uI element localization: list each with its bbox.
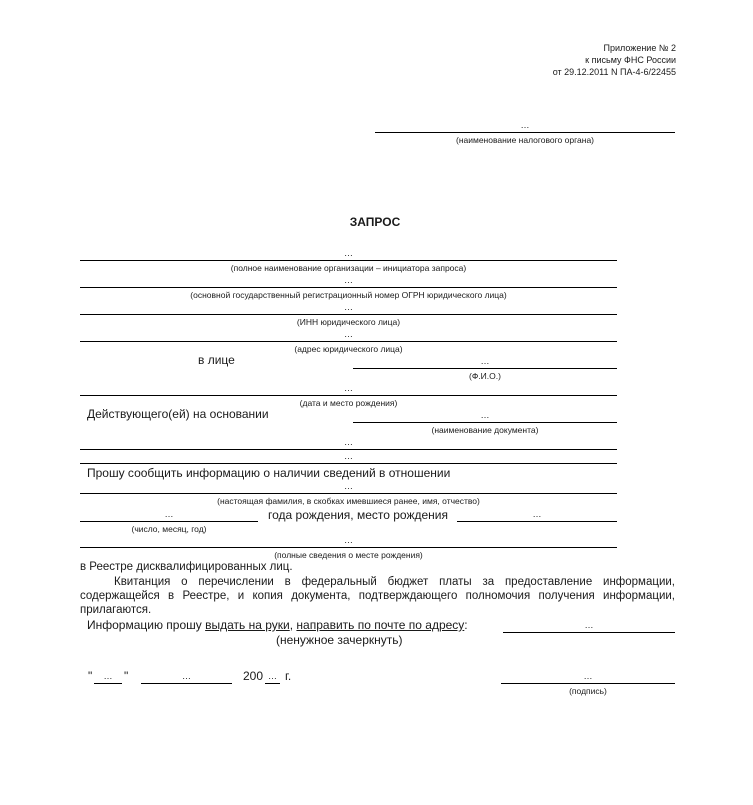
tax-authority-caption: (наименование налогового органа) <box>455 135 594 145</box>
registry-text: в Реестре дисквалифицированных лиц. <box>80 561 293 573</box>
date-quote-open: " <box>88 669 93 683</box>
org-name-line <box>80 260 617 261</box>
address-value[interactable]: … <box>344 329 353 339</box>
appendix-line3: от 29.12.2011 N ПА-4-6/22455 <box>552 67 676 77</box>
address-caption: (адрес юридического лица) <box>294 344 403 354</box>
date-year-line <box>265 683 280 684</box>
delivery-prefix: Информацию прошу <box>87 618 206 632</box>
signature-line <box>501 683 675 684</box>
birth-caption: (дата и место рождения) <box>299 398 398 408</box>
appendix-header <box>553 42 676 78</box>
birth-date-caption: (число, месяц, год) <box>131 524 207 534</box>
fio-line <box>353 368 617 369</box>
delivery-address-line <box>503 632 675 633</box>
birth-line <box>80 395 617 396</box>
appendix-line1: Приложение № 2 <box>603 43 676 53</box>
date-year-value[interactable]: … <box>268 671 277 681</box>
signature-caption: (подпись) <box>569 686 607 696</box>
date-day-line <box>94 683 122 684</box>
tax-authority-line <box>375 132 675 133</box>
delivery-text <box>87 618 468 632</box>
ogrn-caption: (основной государственный регистрационный номер ОГРН юридического лица) <box>190 290 507 300</box>
ogrn-value[interactable]: … <box>344 275 353 285</box>
extra-line <box>80 449 617 450</box>
birth-place-short-line <box>457 521 617 522</box>
basis-doc-caption: (наименование документа) <box>431 425 539 435</box>
birth-place-caption: (полные сведения о месте рождения) <box>274 550 423 560</box>
delivery-option-hand[interactable]: выдать на руки <box>205 618 290 632</box>
birth-year-label: года рождения, место рождения <box>268 508 448 522</box>
birth-date-value[interactable]: … <box>164 509 174 519</box>
date-year-suffix: г. <box>285 669 292 683</box>
delivery-option-mail[interactable]: направить по почте по адресу <box>296 618 465 632</box>
delivery-caption: (ненужное зачеркнуть) <box>276 633 403 647</box>
fio-caption: (Ф.И.О.) <box>469 371 501 381</box>
extra-line2 <box>80 463 617 464</box>
ogrn-line <box>80 287 617 288</box>
date-month-value[interactable]: … <box>182 671 191 681</box>
inn-value[interactable]: … <box>344 302 353 312</box>
date-month-line <box>141 683 232 684</box>
date-quote-close: " <box>124 669 129 683</box>
inn-line <box>80 314 617 315</box>
basis-label: Действующего(ей) на основании <box>87 407 269 421</box>
birth-date-line <box>80 521 258 522</box>
tax-authority-value[interactable]: … <box>520 120 530 130</box>
basis-doc-value[interactable]: … <box>480 410 490 420</box>
address-line <box>80 341 617 342</box>
delivery-suffix: : <box>464 618 468 632</box>
fio-value[interactable]: … <box>480 356 490 366</box>
in-person-label: в лице <box>198 353 235 367</box>
signature-value[interactable]: … <box>583 671 593 681</box>
birth-place-value[interactable]: … <box>344 535 353 545</box>
birth-value[interactable]: … <box>344 383 353 393</box>
appendix-line2: к письму ФНС России <box>585 55 676 65</box>
delivery-address-value[interactable]: … <box>584 620 594 630</box>
delivery-separator: , <box>289 618 297 632</box>
person-name-value[interactable]: … <box>344 481 353 491</box>
date-day-value[interactable]: … <box>103 671 113 681</box>
extra-line-value[interactable]: … <box>344 437 353 447</box>
birth-place-short-value[interactable]: … <box>532 509 542 519</box>
person-name-caption: (настоящая фамилия, в скобках имевшиеся ранее, имя, отчество) <box>217 496 480 506</box>
birth-place-line <box>80 547 617 548</box>
basis-doc-line <box>353 422 617 423</box>
extra-line2-value[interactable]: … <box>344 451 353 461</box>
org-name-value[interactable]: … <box>344 248 353 258</box>
date-year-prefix: 200 <box>243 669 264 683</box>
person-name-line <box>80 493 617 494</box>
receipt-paragraph: Квитанция о перечислении в федеральный бюджет платы за предоставление информации, содержащейся в Реестре, и копия документа, подтверждающего полномочия получения информации, прилагаются. <box>80 576 675 616</box>
org-name-caption: (полное наименование организации – инициатора запроса) <box>230 263 467 273</box>
request-text: Прошу сообщить информацию о наличии сведений в отношении <box>87 466 451 480</box>
page-title: ЗАПРОС <box>349 215 401 229</box>
inn-caption: (ИНН юридического лица) <box>296 317 401 327</box>
